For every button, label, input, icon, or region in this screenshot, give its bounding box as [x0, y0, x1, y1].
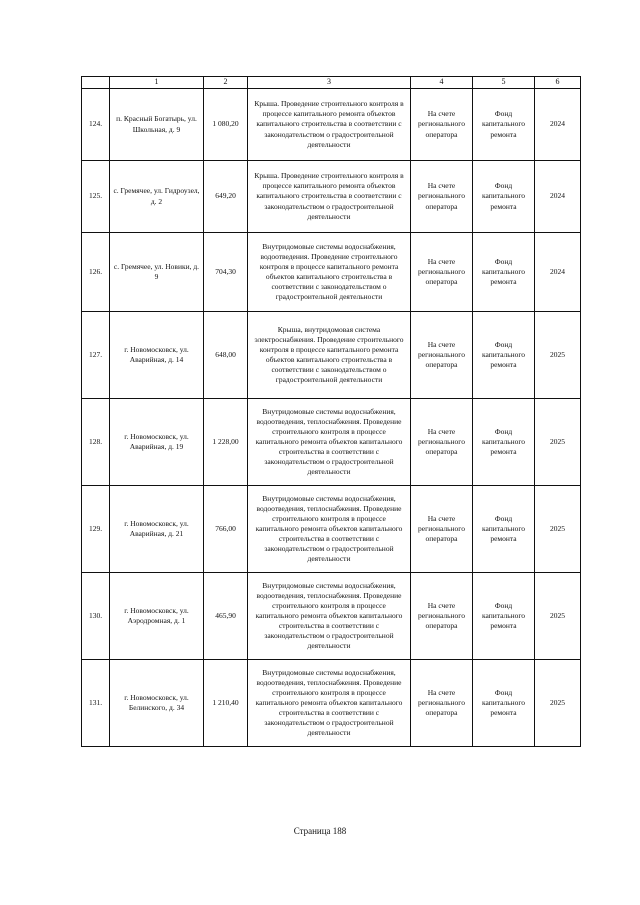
address-cell: с. Гремячее, ул. Новики, д. 9	[110, 233, 204, 312]
funding-source-cell: Фонд капитального ремонта	[473, 660, 535, 747]
account-cell: На счете регионального оператора	[411, 233, 473, 312]
funding-source-cell: Фонд капитального ремонта	[473, 399, 535, 486]
work-description-cell: Крыша. Проведение строительного контроля в процессе капитального ремонта объектов капитального строительства в соответствии с законодательством о градостроительной деятельности	[248, 89, 411, 161]
address-cell: с. Гремячее, ул. Гидроузел, д. 2	[110, 161, 204, 233]
work-description-cell: Внутридомовые системы водоснабжения, водоотведения, теплоснабжения. Проведение строительного контроля в процессе капитального ремонта объектов капитального строительства в соответствии с законодательством о градостроительной деятельности	[248, 660, 411, 747]
year-cell: 2025	[535, 660, 581, 747]
table-row	[82, 161, 581, 233]
year-cell: 2025	[535, 399, 581, 486]
header-cell: 6	[535, 77, 581, 89]
address-cell: п. Красный Богатырь, ул. Школьная, д. 9	[110, 89, 204, 161]
work-description-cell: Внутридомовые системы водоснабжения, водоотведения, теплоснабжения. Проведение строительного контроля в процессе капитального ремонта объектов капитального строительства в соответствии с законодательством о градостроительной деятельности	[248, 486, 411, 573]
row-number-cell: 125.	[82, 161, 110, 233]
address-cell: г. Новомосковск, ул. Аэродромная, д. 1	[110, 573, 204, 660]
address-cell: г. Новомосковск, ул. Аварийная, д. 14	[110, 312, 204, 399]
year-cell: 2024	[535, 233, 581, 312]
account-cell: На счете регионального оператора	[411, 573, 473, 660]
table-row	[82, 312, 581, 399]
account-cell: На счете регионального оператора	[411, 399, 473, 486]
funding-source-cell: Фонд капитального ремонта	[473, 486, 535, 573]
account-cell: На счете регионального оператора	[411, 161, 473, 233]
address-cell: г. Новомосковск, ул. Аварийная, д. 21	[110, 486, 204, 573]
work-description-cell: Внутридомовые системы водоснабжения, водоотведения. Проведение строительного контроля в процессе капитального ремонта объектов капитального строительства в соответствии с законодательством о градостроительной деятельности	[248, 233, 411, 312]
area-cell: 1 228,00	[204, 399, 248, 486]
table-row	[82, 89, 581, 161]
funding-source-cell: Фонд капитального ремонта	[473, 89, 535, 161]
year-cell: 2025	[535, 486, 581, 573]
year-cell: 2024	[535, 89, 581, 161]
table-header-row	[82, 77, 581, 89]
area-cell: 766,00	[204, 486, 248, 573]
area-cell: 649,20	[204, 161, 248, 233]
area-cell: 1 210,40	[204, 660, 248, 747]
table-row	[82, 399, 581, 486]
table-row	[82, 660, 581, 747]
funding-source-cell: Фонд капитального ремонта	[473, 312, 535, 399]
account-cell: На счете регионального оператора	[411, 660, 473, 747]
work-description-cell: Внутридомовые системы водоснабжения, водоотведения, теплоснабжения. Проведение строительного контроля в процессе капитального ремонта объектов капитального строительства в соответствии с законодательством о градостроительной деятельности	[248, 399, 411, 486]
funding-source-cell: Фонд капитального ремонта	[473, 233, 535, 312]
address-cell: г. Новомосковск, ул. Белинского, д. 34	[110, 660, 204, 747]
header-cell: 1	[110, 77, 204, 89]
row-number-cell: 127.	[82, 312, 110, 399]
row-number-cell: 128.	[82, 399, 110, 486]
row-number-cell: 124.	[82, 89, 110, 161]
header-cell: 2	[204, 77, 248, 89]
header-cell	[82, 77, 110, 89]
address-cell: г. Новомосковск, ул. Аварийная, д. 19	[110, 399, 204, 486]
page-number: Страница 188	[293, 826, 347, 836]
year-cell: 2024	[535, 161, 581, 233]
year-cell: 2025	[535, 312, 581, 399]
area-cell: 648,00	[204, 312, 248, 399]
header-cell: 5	[473, 77, 535, 89]
work-description-cell: Крыша, внутридомовая система электроснабжения. Проведение строительного контроля в процессе капитального ремонта объектов капитального строительства в соответствии с законодательством о градостроительной деятельности	[248, 312, 411, 399]
area-cell: 704,30	[204, 233, 248, 312]
area-cell: 1 080,20	[204, 89, 248, 161]
funding-source-cell: Фонд капитального ремонта	[473, 573, 535, 660]
header-cell: 4	[411, 77, 473, 89]
account-cell: На счете регионального оператора	[411, 89, 473, 161]
row-number-cell: 126.	[82, 233, 110, 312]
year-cell: 2025	[535, 573, 581, 660]
table-row	[82, 573, 581, 660]
row-number-cell: 129.	[82, 486, 110, 573]
account-cell: На счете регионального оператора	[411, 486, 473, 573]
row-number-cell: 130.	[82, 573, 110, 660]
capital-repair-table	[81, 76, 581, 747]
account-cell: На счете регионального оператора	[411, 312, 473, 399]
funding-source-cell: Фонд капитального ремонта	[473, 161, 535, 233]
area-cell: 465,90	[204, 573, 248, 660]
row-number-cell: 131.	[82, 660, 110, 747]
work-description-cell: Внутридомовые системы водоснабжения, водоотведения, теплоснабжения. Проведение строительного контроля в процессе капитального ремонта объектов капитального строительства в соответствии с законодательством о градостроительной деятельности	[248, 573, 411, 660]
header-cell: 3	[248, 77, 411, 89]
work-description-cell: Крыша. Проведение строительного контроля в процессе капитального ремонта объектов капитального строительства в соответствии с законодательством о градостроительной деятельности	[248, 161, 411, 233]
table-row	[82, 486, 581, 573]
table-row	[82, 233, 581, 312]
